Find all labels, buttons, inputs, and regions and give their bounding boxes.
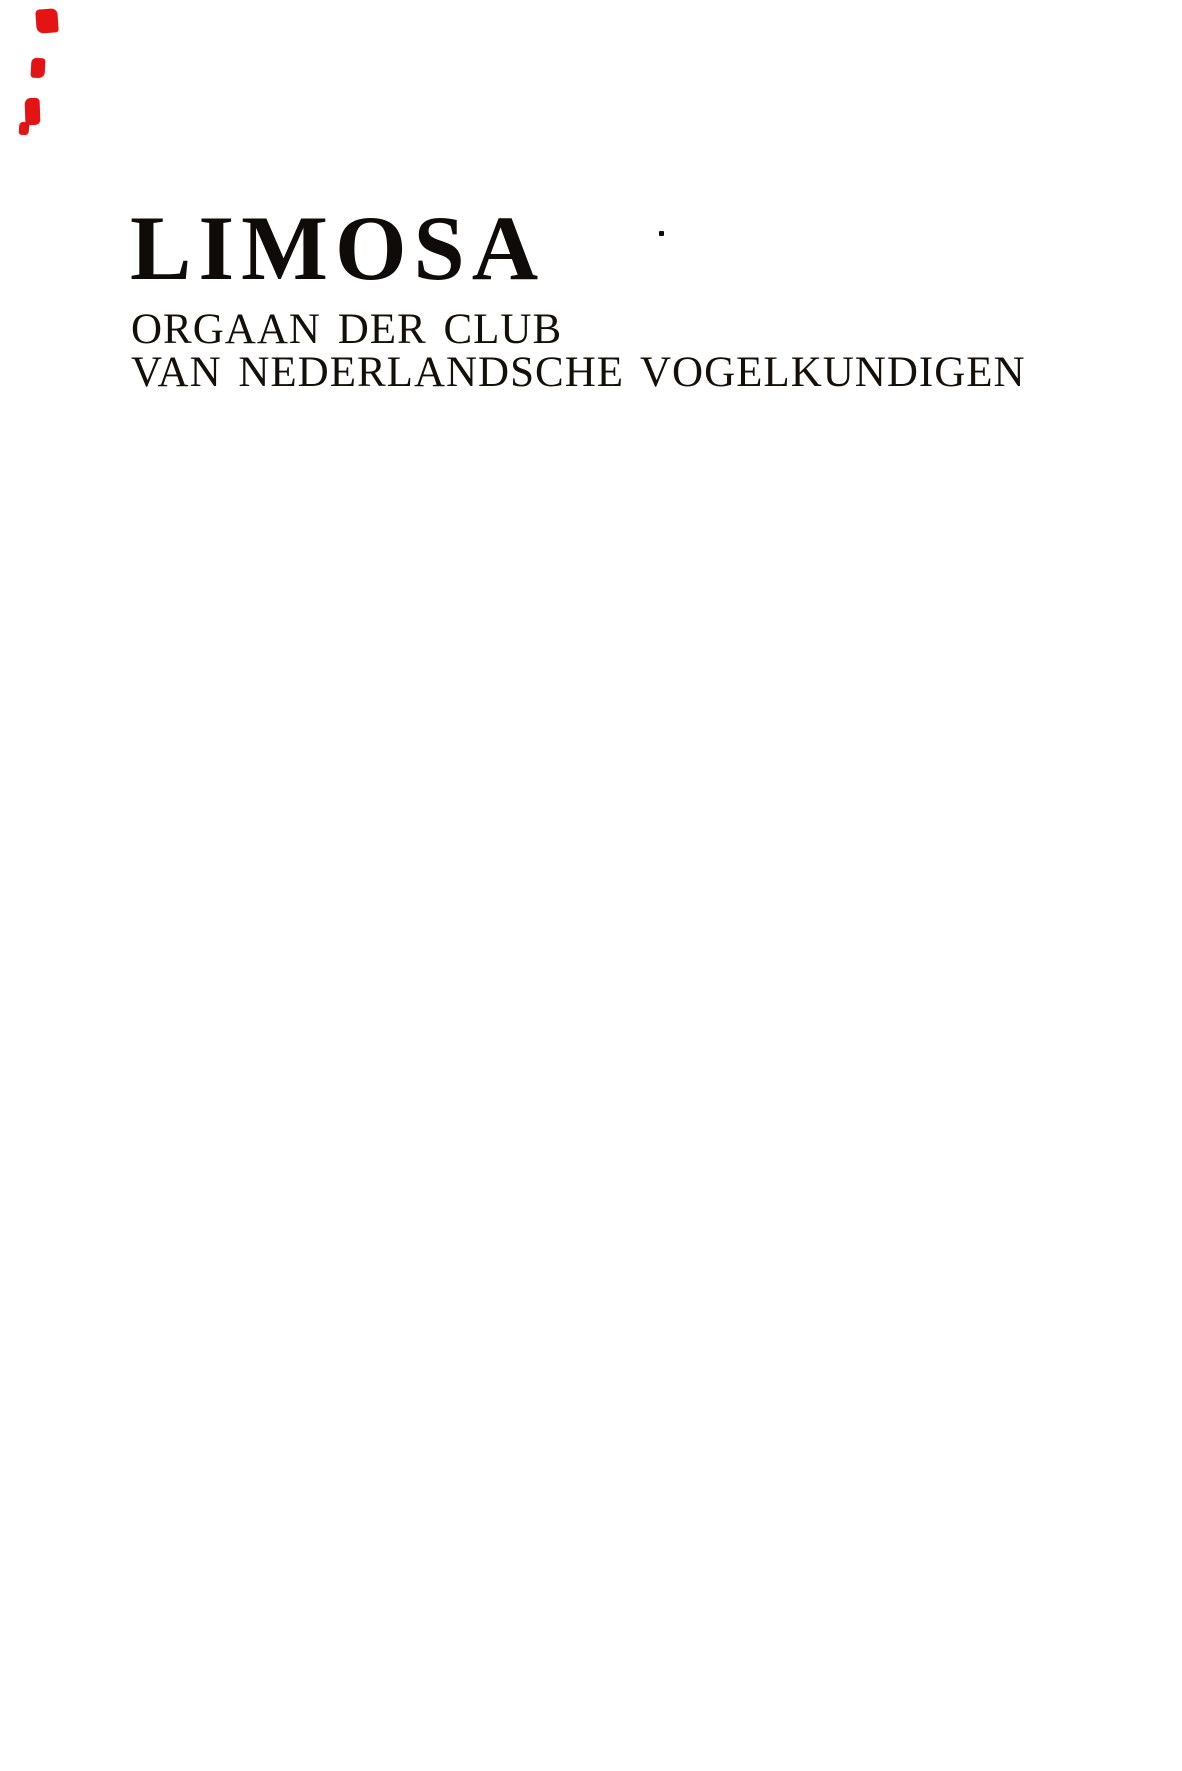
- ink-speck-dot: [659, 231, 664, 236]
- subtitle-line-1: ORGAAN DER CLUB: [131, 306, 563, 353]
- red-ink-mark: [19, 122, 30, 136]
- subtitle-line-2: VAN NEDERLANDSCHE VOGELKUNDIGEN: [131, 349, 1026, 396]
- journal-title: LIMOSA: [130, 197, 546, 299]
- red-ink-mark: [30, 58, 45, 79]
- red-ink-mark: [25, 98, 41, 126]
- red-ink-mark: [35, 8, 59, 33]
